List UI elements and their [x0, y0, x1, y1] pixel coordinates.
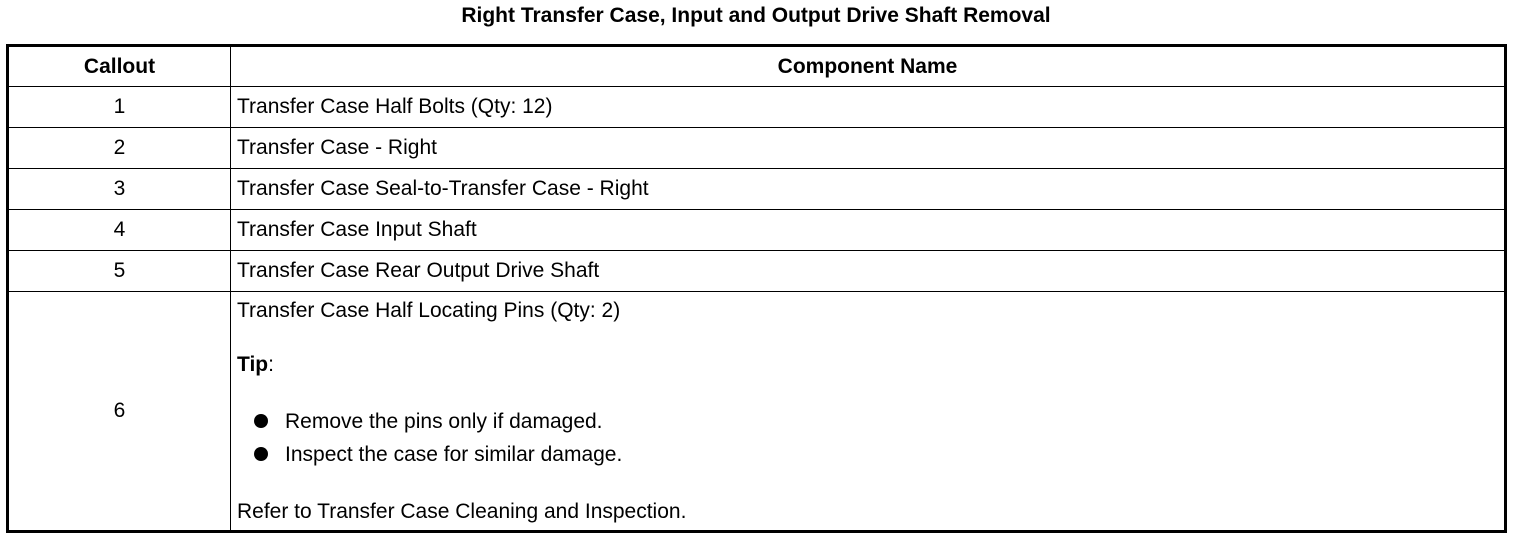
- callout-number: 3: [8, 169, 231, 210]
- list-item: [237, 405, 1498, 438]
- table-row: [8, 128, 1506, 169]
- component-name: Transfer Case - Right: [231, 128, 1506, 169]
- tip-label: Tip: [237, 352, 269, 376]
- component-detail-cell: [231, 292, 1506, 532]
- callout-number: 4: [8, 210, 231, 251]
- bullet-icon: [254, 414, 268, 428]
- tip-bullet-text: Inspect the case for similar damage.: [285, 442, 623, 466]
- callout-number: 6: [8, 292, 231, 532]
- reference-text: Refer to Transfer Case Cleaning and Inspection.: [237, 499, 687, 523]
- component-name-column-header: Component Name: [231, 46, 1506, 87]
- table-row: [8, 292, 1506, 532]
- component-name: Transfer Case Rear Output Drive Shaft: [231, 251, 1506, 292]
- component-name: Transfer Case Seal-to-Transfer Case - Right: [231, 169, 1506, 210]
- tip-colon: :: [268, 352, 274, 376]
- callout-number: 1: [8, 87, 231, 128]
- component-name: Transfer Case Half Locating Pins (Qty: 2): [237, 298, 621, 322]
- callout-number: 2: [8, 128, 231, 169]
- tip-bullet-text: Remove the pins only if damaged.: [285, 409, 603, 433]
- bullet-icon: [254, 447, 268, 461]
- list-item: [237, 438, 1498, 471]
- callout-column-header: Callout: [8, 46, 231, 87]
- table-row: [8, 210, 1506, 251]
- table-row: [8, 87, 1506, 128]
- component-name: Transfer Case Input Shaft: [231, 210, 1506, 251]
- table-header-row: [8, 46, 1506, 87]
- table-row: [8, 251, 1506, 292]
- callout-number: 5: [8, 251, 231, 292]
- tip-heading: [237, 353, 1498, 377]
- tip-bullet-list: [237, 405, 1498, 471]
- table-row: [8, 169, 1506, 210]
- callout-table: [6, 44, 1507, 533]
- component-name: Transfer Case Half Bolts (Qty: 12): [231, 87, 1506, 128]
- page-title: Right Transfer Case, Input and Output Drive Shaft Removal: [461, 4, 1051, 27]
